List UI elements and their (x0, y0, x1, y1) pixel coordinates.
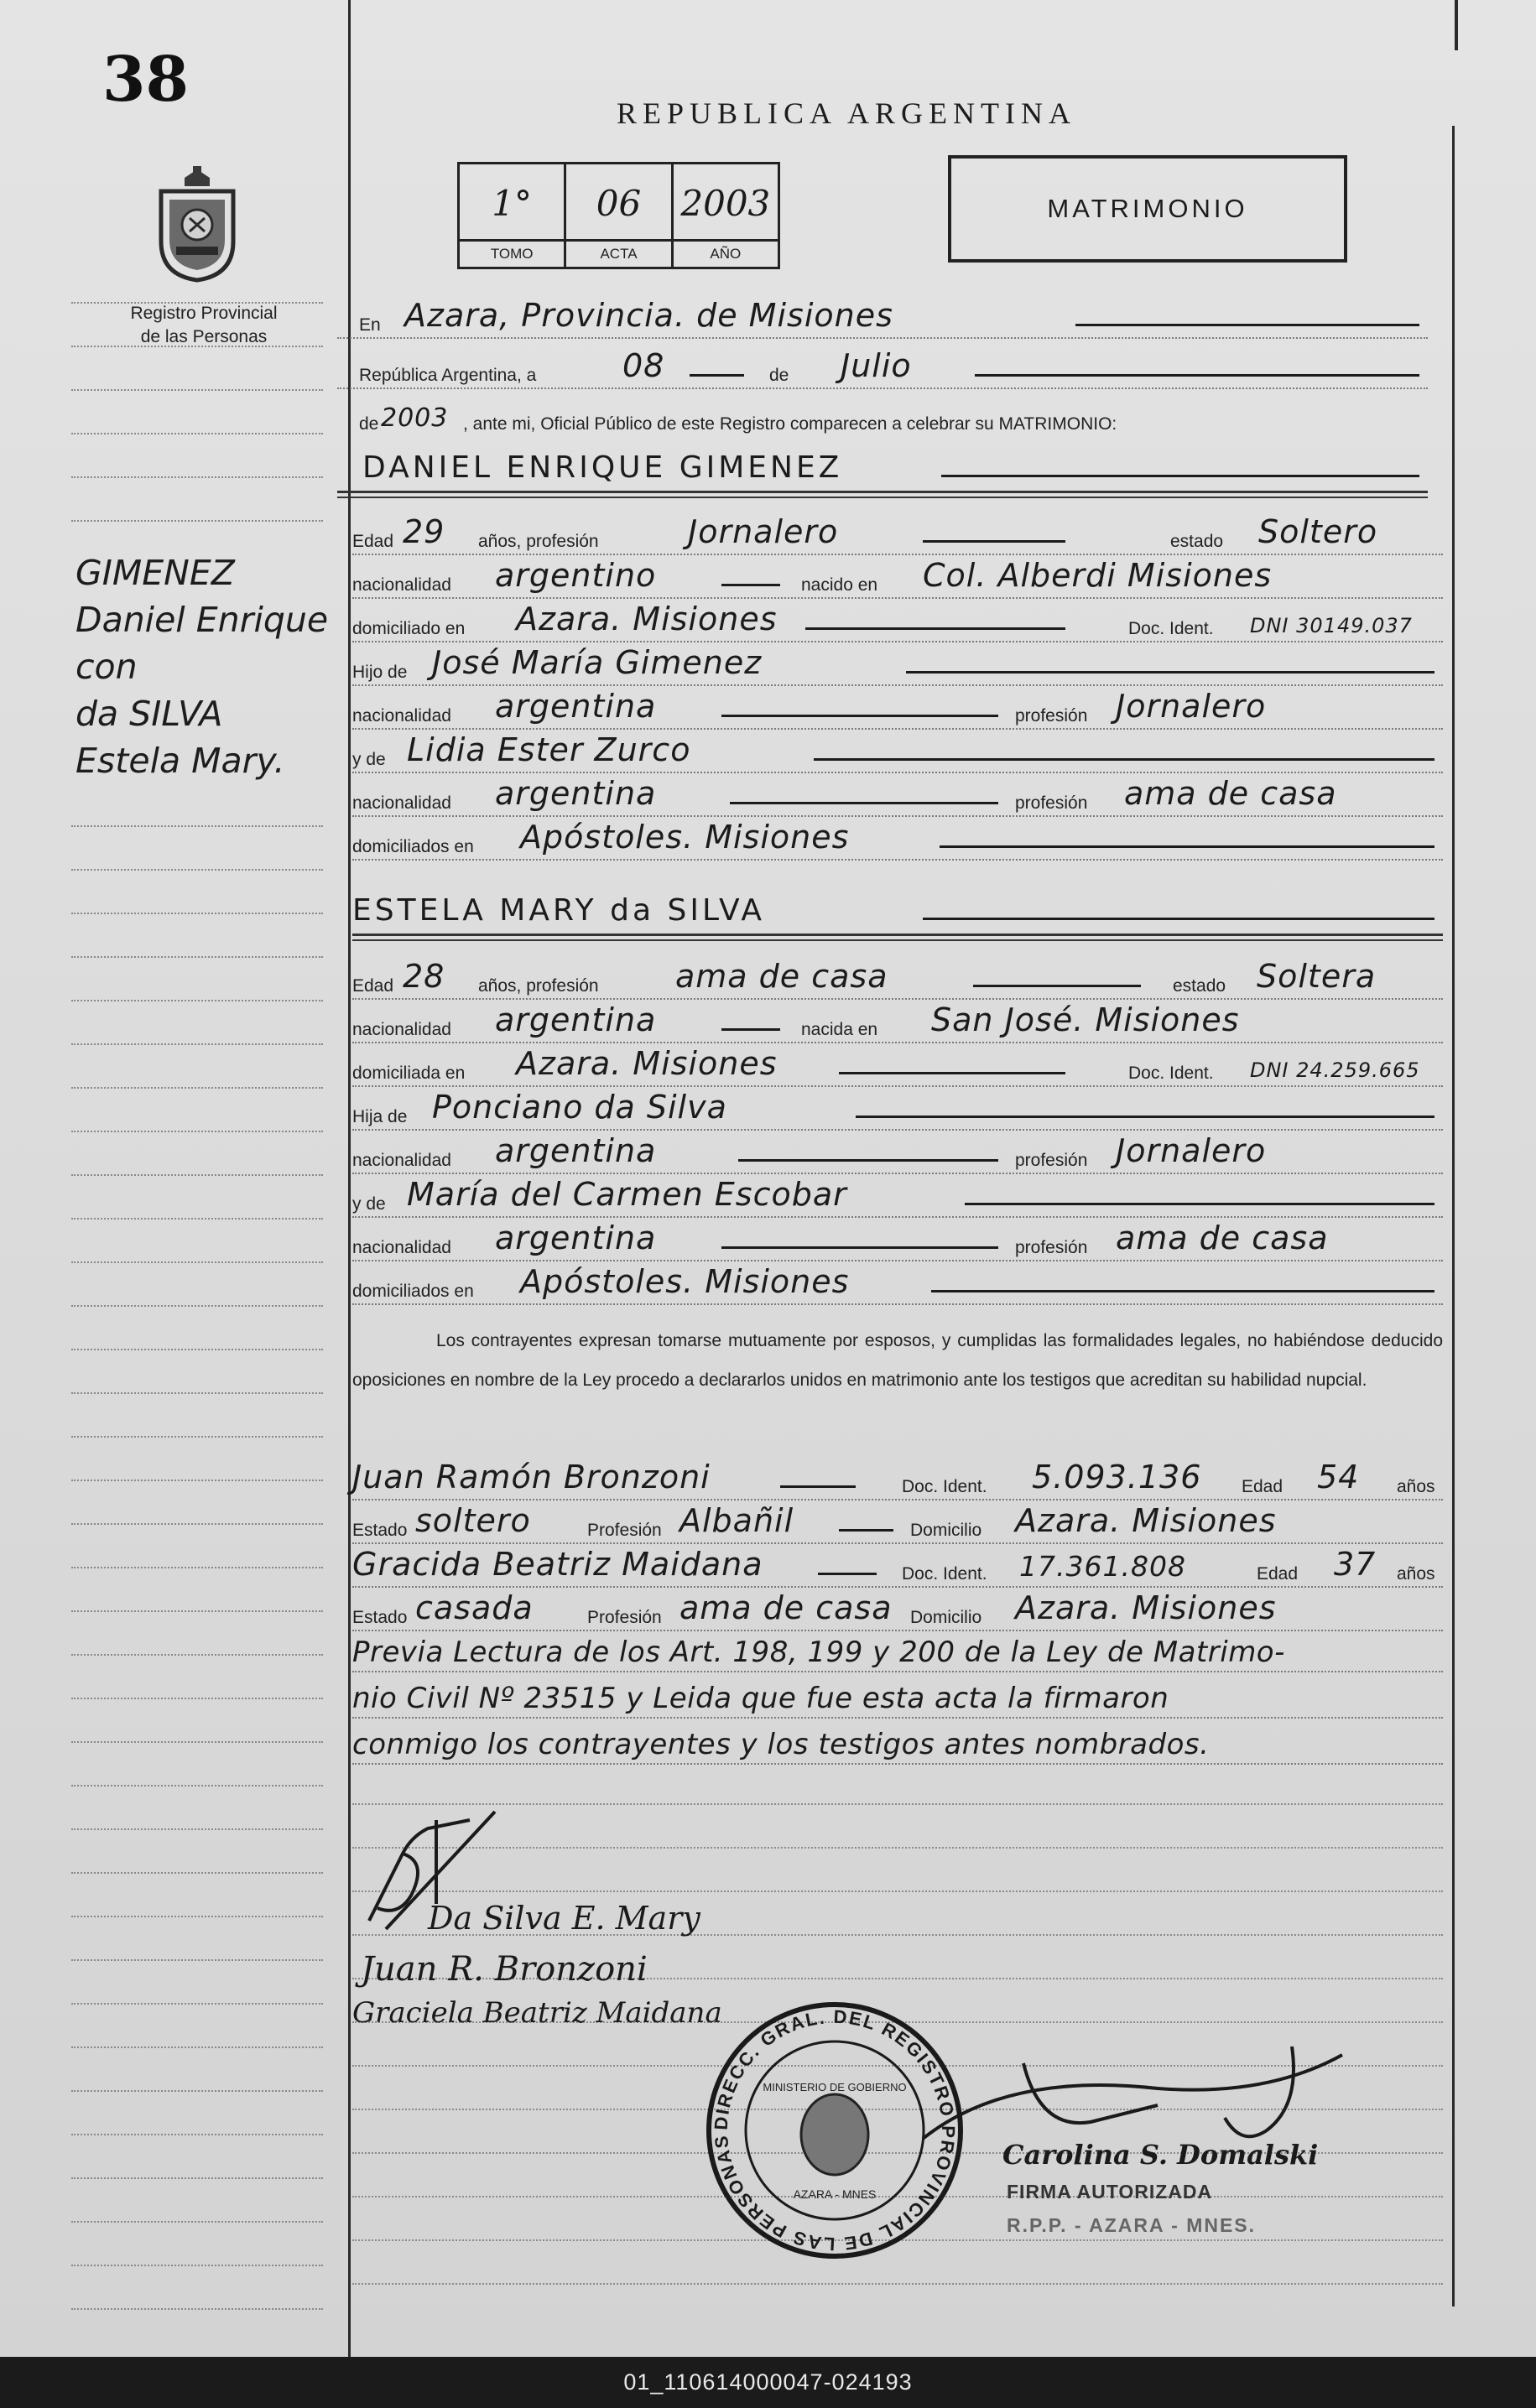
country-title: REPUBLICA ARGENTINA (617, 96, 1077, 130)
seal-bottom-text: AZARA - MNES (793, 2187, 877, 2201)
witness2-name: Gracida Beatriz Maidana (352, 1546, 763, 1583)
bride-age: 28 (403, 958, 445, 995)
fill-dash (780, 1485, 856, 1488)
groom-father-row (352, 641, 1443, 691)
closing-text: nio Civil Nº 23515 y Leida que fue esta acta la firmaron (352, 1682, 1169, 1715)
witness2-row (352, 1542, 1443, 1593)
groom-parents-residence: Apóstoles. Misiones (520, 819, 850, 856)
signature-rule (352, 2283, 1443, 2285)
estado-label: estado (1170, 532, 1224, 551)
margin-rule (71, 346, 323, 347)
fill-dash (730, 802, 998, 804)
right-border-line (1452, 126, 1455, 2307)
margin-rule (71, 1305, 323, 1307)
margin-rule (71, 825, 323, 827)
groom-father-profession: Jornalero (1116, 688, 1267, 725)
rule (337, 387, 1428, 389)
archive-reference-code: 01_110614000047-024193 (623, 2369, 913, 2395)
margin-rule (71, 1131, 323, 1132)
groom-mother-profession: ama de casa (1124, 775, 1337, 812)
doc-label: Doc. Ident. (902, 1477, 987, 1496)
closing-line (352, 1627, 1443, 1677)
fill-dash (1075, 324, 1419, 326)
nacida-label: nacida en (801, 1020, 878, 1039)
estado-label: Estado (352, 1608, 408, 1627)
witness1-age: 54 (1317, 1459, 1360, 1495)
bride-signature: Da Silva E. Mary (428, 1900, 700, 1937)
registry-office-name (99, 302, 309, 349)
groom-father: José María Gimenez (432, 644, 763, 681)
doc-label: Doc. Ident. (1128, 1064, 1214, 1083)
profesion-label: profesión (1015, 1238, 1088, 1257)
groom-nationality-row (352, 554, 1443, 604)
fill-dash (965, 1203, 1434, 1205)
row-date (337, 344, 1428, 394)
en-label: En (359, 315, 381, 335)
rule (337, 491, 1428, 493)
closing-line (352, 1673, 1443, 1724)
closing-line (352, 1719, 1443, 1770)
margin-rule (71, 1959, 323, 1961)
document-type-box (948, 155, 1347, 263)
nacionalidad-label: nacionalidad (352, 575, 451, 595)
margin-rule (71, 1000, 323, 1001)
bride-parents-residence: Apóstoles. Misiones (520, 1263, 850, 1300)
bride-father-profession: Jornalero (1116, 1132, 1267, 1169)
rule (352, 939, 1443, 941)
declaration-paragraph (352, 1321, 1443, 1400)
fill-dash (839, 1529, 893, 1532)
tomo-value: 1° (492, 183, 533, 224)
witness2-doc: 17.361.808 (1019, 1550, 1186, 1583)
groom-name: DANIEL ENRIQUE GIMENEZ (362, 450, 843, 485)
annotation-line: da SILVA (75, 694, 223, 734)
bride-name-row (352, 887, 1443, 938)
domicilio-label: Domicilio (910, 1608, 982, 1627)
margin-rule (71, 1828, 323, 1830)
groom-mother-nat-row (352, 772, 1443, 822)
fill-dash (738, 1159, 998, 1162)
fill-dash (814, 758, 1434, 761)
intro-text: , ante mi, Oficial Público de este Registro comparecen a celebrar su MATRIMONIO: (463, 414, 1117, 434)
edad-label: Edad (1257, 1564, 1299, 1584)
bride-mother-profession: ama de casa (1116, 1220, 1329, 1256)
fill-dash (923, 540, 1065, 543)
margin-rule (71, 433, 323, 434)
margin-rule (71, 1349, 323, 1350)
officer-signature: Carolina S. Domalski (1002, 2139, 1319, 2171)
groom-parents-residence-row (352, 815, 1443, 866)
witness1-profession: Albañil (679, 1502, 794, 1539)
bride-father-nationality: argentina (495, 1132, 657, 1169)
groom-residence-row (352, 597, 1443, 648)
anos-label: años (1397, 1564, 1435, 1584)
groom-mother: Lidia Ester Zurco (407, 731, 691, 768)
acta-value: 06 (596, 183, 642, 224)
margin-rule (71, 2265, 323, 2266)
acta-cell (566, 164, 673, 267)
fill-dash (906, 671, 1434, 674)
witness2-status: casada (415, 1589, 534, 1626)
doc-label: Doc. Ident. (902, 1564, 987, 1584)
doc-label: Doc. Ident. (1128, 619, 1214, 638)
witness2-age: 37 (1334, 1546, 1377, 1583)
bride-nationality: argentina (495, 1001, 657, 1038)
margin-rule (71, 476, 323, 478)
domicilio-label: domiciliado en (352, 619, 466, 638)
bride-mother: María del Carmen Escobar (407, 1176, 847, 1213)
bride-residence: Azara. Misiones (516, 1045, 778, 1082)
bride-profession: ama de casa (675, 958, 888, 995)
fill-dash (941, 475, 1419, 477)
page-number: 38 (102, 44, 189, 116)
groom-mother-nationality: argentina (495, 775, 657, 812)
nacionalidad-label: nacionalidad (352, 793, 451, 813)
rule (337, 337, 1428, 339)
acta-label: ACTA (566, 239, 670, 267)
margin-rule (71, 1436, 323, 1438)
provincial-crest-icon (151, 166, 243, 283)
fill-dash (721, 1246, 998, 1249)
margin-rule (71, 869, 323, 871)
edad-label: Edad (352, 976, 394, 996)
nacionalidad-label: nacionalidad (352, 706, 451, 726)
tomo-label: TOMO (460, 239, 564, 267)
anos-profesion-label: años, profesión (478, 532, 599, 551)
tomo-cell (460, 164, 566, 267)
margin-rule (71, 956, 323, 958)
witness1-residence: Azara. Misiones (1015, 1502, 1277, 1539)
groom-name-row (337, 445, 1428, 495)
bride-doc: DNI 24.259.665 (1250, 1058, 1420, 1082)
bride-father: Ponciano da Silva (432, 1089, 727, 1126)
anos-label: años (1397, 1477, 1435, 1496)
groom-father-nationality: argentina (495, 688, 657, 725)
fill-dash (856, 1116, 1434, 1118)
groom-doc: DNI 30149.037 (1250, 614, 1413, 637)
edad-label: Edad (1242, 1477, 1283, 1496)
annotation-line: GIMENEZ (75, 553, 235, 593)
groom-mother-row (352, 728, 1443, 778)
margin-rule (71, 1392, 323, 1394)
nacido-label: nacido en (801, 575, 878, 595)
margin-rule (71, 1043, 323, 1045)
margin-rule (71, 2308, 323, 2310)
bride-birthplace: San José. Misiones (931, 1001, 1240, 1038)
row-place (337, 294, 1428, 344)
hija-de-label: Hija de (352, 1107, 408, 1126)
profesion-label: Profesión (587, 1521, 662, 1540)
year-value: 2003 (381, 403, 449, 433)
margin-rule (71, 2047, 323, 2048)
de-label-year: de (359, 414, 379, 434)
place-value: Azara, Provincia. de Misiones (404, 297, 893, 334)
profesion-label: profesión (1015, 793, 1088, 813)
groom-birthplace: Col. Alberdi Misiones (923, 557, 1273, 594)
anio-value: 2003 (680, 183, 771, 224)
bride-parents-residence-row (352, 1260, 1443, 1310)
margin-rule (71, 913, 323, 914)
groom-age: 29 (403, 513, 445, 550)
nacionalidad-label: nacionalidad (352, 1151, 451, 1170)
rule (352, 1717, 1443, 1719)
fill-dash (721, 584, 780, 586)
domiciliados-label: domiciliados en (352, 837, 474, 856)
margin-rule (71, 1480, 323, 1481)
republica-label: República Argentina, a (359, 366, 537, 385)
fill-dash (940, 845, 1434, 848)
margin-rule (71, 2090, 323, 2092)
anio-label: AÑO (674, 239, 778, 267)
anio-cell (674, 164, 778, 267)
witness1-row (352, 1455, 1443, 1506)
bride-residence-row (352, 1042, 1443, 1092)
margin-rule (71, 2003, 323, 2005)
bride-marital-status: Soltera (1257, 958, 1377, 995)
bride-age-row (352, 954, 1443, 1005)
registry-office-line2: de las Personas (140, 327, 268, 346)
closing-text: conmigo los contrayentes y los testigos antes nombrados. (352, 1728, 1210, 1761)
annotation-line: Estela Mary. (75, 741, 285, 781)
fill-dash (839, 1072, 1065, 1074)
registry-office-line1: Registro Provincial (130, 304, 278, 323)
bride-name: ESTELA MARY da SILVA (352, 893, 765, 928)
day-value: 08 (622, 347, 665, 384)
margin-rule (71, 389, 323, 391)
profesion-label: profesión (1015, 1151, 1088, 1170)
domiciliada-label: domiciliada en (352, 1064, 466, 1083)
fill-dash (818, 1573, 877, 1575)
profesion-label: Profesión (587, 1608, 662, 1627)
bride-mother-nationality: argentina (495, 1220, 657, 1256)
month-value: Julio (841, 347, 912, 384)
witness1-signature: Juan R. Bronzoni (361, 1950, 648, 1989)
margin-rule (71, 1872, 323, 1874)
rule (352, 859, 1443, 861)
domiciliados-label: domiciliados en (352, 1282, 474, 1301)
fill-dash (805, 627, 1065, 630)
margin-annotation (75, 549, 361, 784)
annotation-line: con (75, 647, 138, 687)
fill-dash (923, 918, 1434, 920)
margin-rule (71, 1741, 323, 1743)
y-de-label: y de (352, 1194, 386, 1214)
witness1-doc: 5.093.136 (1032, 1459, 1202, 1495)
bride-father-row (352, 1085, 1443, 1136)
estado-label: estado (1173, 976, 1226, 996)
seal-center-text: MINISTERIO DE GOBIERNO (763, 2081, 907, 2093)
bride-mother-row (352, 1173, 1443, 1223)
top-right-mark (1455, 0, 1458, 50)
margin-rule (71, 1087, 323, 1089)
groom-nationality: argentino (495, 557, 657, 594)
officer-signature-icon (906, 2038, 1409, 2156)
margin-rule (71, 1654, 323, 1656)
office-stamp-text: R.P.P. - AZARA - MNES. (1007, 2214, 1257, 2236)
witness1-name: Juan Ramón Bronzoni (352, 1459, 711, 1495)
hijo-de-label: Hijo de (352, 663, 408, 682)
margin-rule (71, 1785, 323, 1786)
margin-rule (71, 1218, 323, 1220)
bride-mother-nat-row (352, 1216, 1443, 1266)
witness2-profession: ama de casa (679, 1589, 893, 1626)
rule (352, 1303, 1443, 1305)
margin-rule (71, 2177, 323, 2179)
seal-ring-text: DIRECC. GRAL. DEL REGISTRO PROVINCIAL DE LAS PERSONAS (710, 2005, 960, 2255)
annotation-line: Daniel Enrique (75, 600, 329, 640)
fill-dash (975, 374, 1419, 377)
fill-dash (690, 374, 744, 377)
groom-marital-status: Soltero (1258, 513, 1378, 550)
fill-dash (973, 985, 1141, 987)
witness1-detail-row (352, 1499, 1443, 1549)
margin-rule (71, 1916, 323, 1917)
margin-rule (71, 302, 323, 304)
margin-rule (71, 2134, 323, 2135)
rule (337, 497, 1428, 498)
groom-residence: Azara. Misiones (516, 601, 778, 637)
margin-rule (71, 1567, 323, 1568)
de-label: de (769, 366, 789, 385)
fill-dash (931, 1290, 1434, 1292)
rule (352, 1671, 1443, 1672)
margin-rule (71, 1698, 323, 1699)
acta-reference-box (457, 162, 780, 269)
witness1-status: soltero (415, 1502, 531, 1539)
domicilio-label: Domicilio (910, 1521, 982, 1540)
nacionalidad-label: nacionalidad (352, 1020, 451, 1039)
firma-autorizada-label: FIRMA AUTORIZADA (1007, 2181, 1213, 2203)
closing-text: Previa Lectura de los Art. 198, 199 y 200 de la Ley de Matrimo- (352, 1636, 1285, 1669)
witness2-residence: Azara. Misiones (1015, 1589, 1277, 1626)
rule (352, 934, 1443, 936)
margin-rule (71, 1523, 323, 1525)
margin-rule (71, 1610, 323, 1612)
document-type: MATRIMONIO (1047, 194, 1248, 223)
groom-father-nat-row (352, 684, 1443, 735)
bride-nationality-row (352, 998, 1443, 1048)
margin-rule (71, 2221, 323, 2223)
bride-father-nat-row (352, 1129, 1443, 1179)
profesion-label: profesión (1015, 706, 1088, 726)
edad-label: Edad (352, 532, 394, 551)
margin-rule (71, 1261, 323, 1263)
row-year (337, 393, 1428, 443)
fill-dash (721, 715, 998, 717)
witness2-signature: Graciela Beatriz Maidana (352, 1996, 722, 2030)
groom-profession: Jornalero (688, 513, 839, 550)
groom-age-row (352, 510, 1443, 560)
margin-rule (71, 520, 323, 522)
rule (352, 1763, 1443, 1765)
anos-profesion-label: años, profesión (478, 976, 599, 996)
y-de-label: y de (352, 750, 386, 769)
estado-label: Estado (352, 1521, 408, 1540)
margin-rule (71, 1174, 323, 1176)
declaration-text: Los contrayentes expresan tomarse mutuamente por esposos, y cumplidas las formalidades legales, no habiéndose deducido oposiciones en nombre de la Ley procedo a declararlos unidos en matrimonio ante los testigos que acreditan su habilidad nupcial. (352, 1331, 1443, 1390)
fill-dash (721, 1028, 780, 1031)
nacionalidad-label: nacionalidad (352, 1238, 451, 1257)
